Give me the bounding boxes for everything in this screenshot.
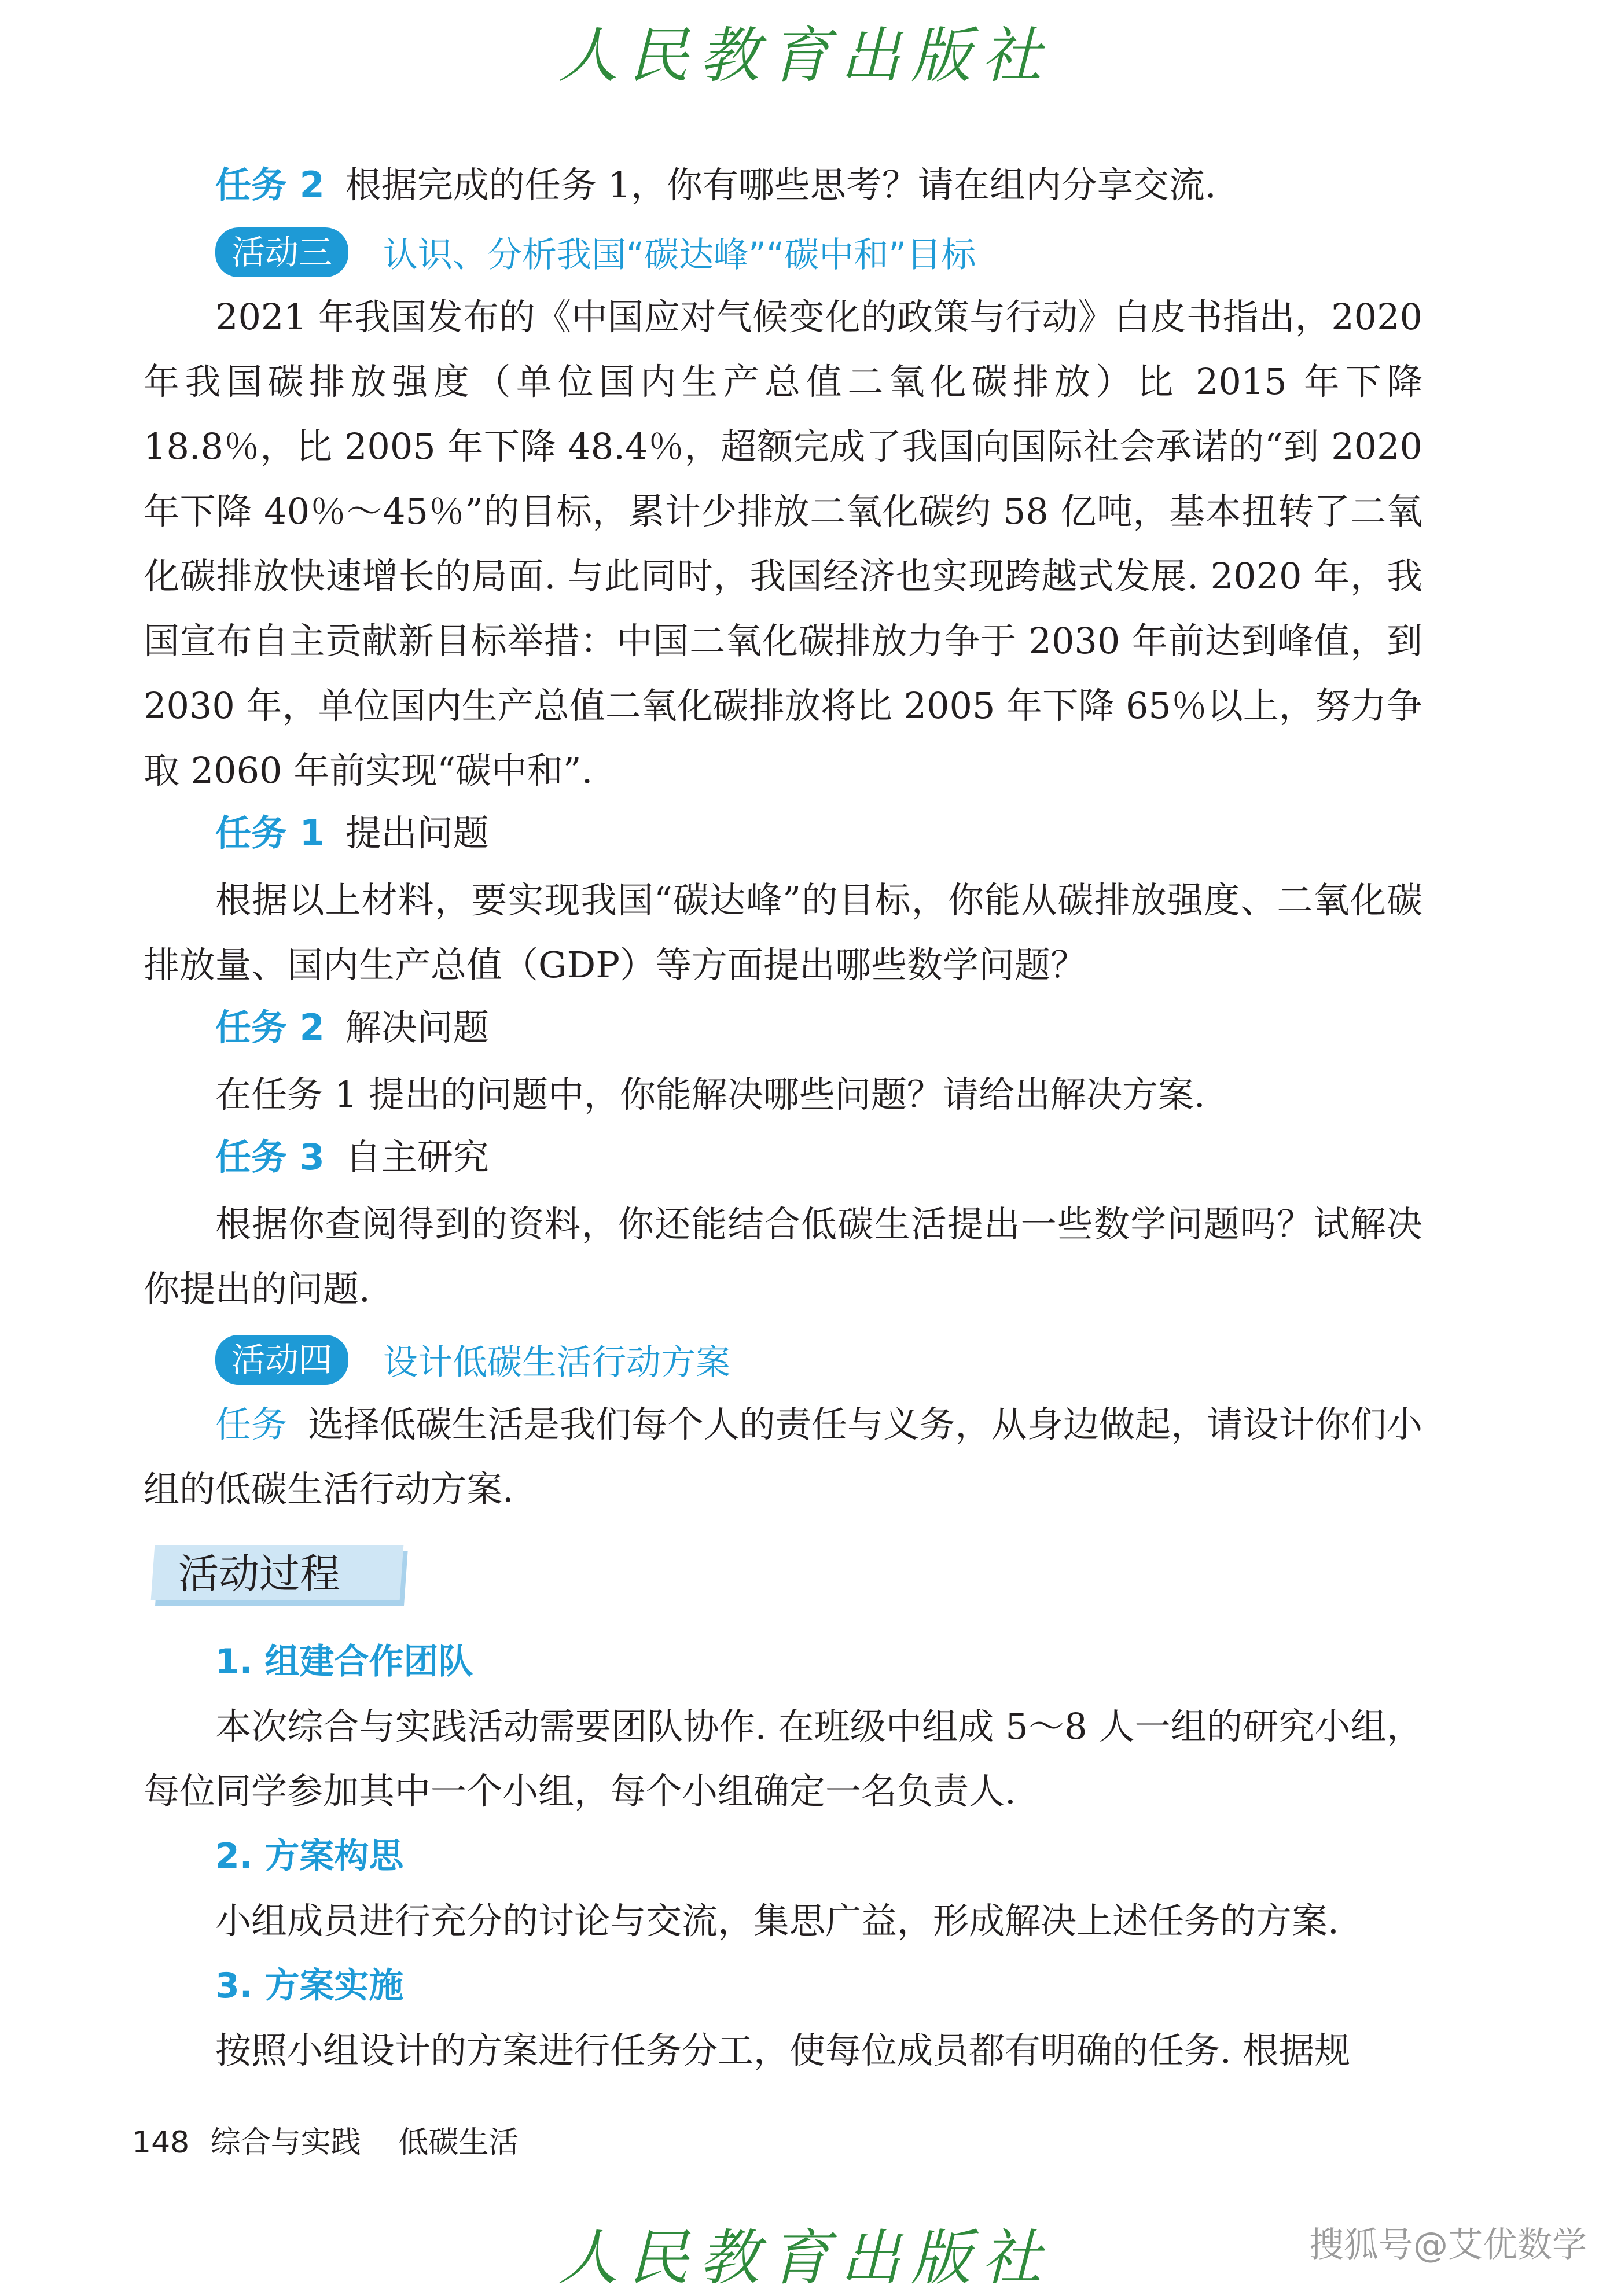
task-label: 任务 2: [215, 164, 325, 206]
step2-paragraph: 小组成员进行充分的讨论与交流，集思广益，形成解决上述任务的方案.: [215, 1900, 1339, 1942]
section-title: 活动过程: [178, 1550, 340, 1598]
page-footer: [132, 2118, 546, 2161]
activity-title: 认识、分析我国“碳达峰”“碳中和”目标: [383, 235, 976, 275]
task-final-paragraph: [144, 1392, 1422, 1522]
section-heading: [144, 1529, 1422, 1616]
activity4-heading: [144, 1327, 1422, 1392]
activity-title: 设计低碳生活行动方案: [383, 1342, 731, 1383]
task-text: 解决问题: [345, 1006, 489, 1048]
task-text: 根据完成的任务 1，你有哪些思考？请在组内分享交流.: [345, 164, 1216, 206]
activity-badge: 活动四: [215, 1335, 348, 1385]
task-label: 任务 2: [215, 1006, 325, 1048]
task-label: 任务 1: [215, 812, 325, 854]
footer-section: 综合与实践: [210, 2125, 361, 2160]
task3-line: [144, 1127, 1422, 1192]
step1-paragraph: 本次综合与实践活动需要团队协作. 在班级中组成 5～8 人一组的研究小组，每位同学参加其中一个小组，每个小组确定一名负责人.: [144, 1705, 1422, 1812]
step3-title: 3. 方案实施: [215, 1966, 404, 2006]
task2-b-line: [144, 998, 1422, 1062]
activity-badge: 活动三: [215, 227, 348, 277]
task-text: 提出问题: [345, 812, 489, 854]
watermark: 搜狐号@艾优数学: [1309, 2225, 1587, 2265]
task-text: 选择低碳生活是我们每个人的责任与义务，从身边做起，请设计你们小组的低碳生活行动方案.: [144, 1403, 1422, 1510]
footer-topic: 低碳生活: [398, 2125, 519, 2160]
page-number: 148: [132, 2125, 190, 2160]
task1-line: [144, 803, 1422, 868]
task1-paragraph: 根据以上材料，要实现我国“碳达峰”的目标，你能从碳排放强度、二氧化碳排放量、国内生产总值（GDP）等方面提出哪些数学问题？: [144, 879, 1422, 986]
step2-title: 2. 方案构思: [215, 1836, 404, 1876]
task-label: 任务: [215, 1403, 288, 1445]
page-content: [144, 155, 1422, 2083]
step3-paragraph: 按照小组设计的方案进行任务分工，使每位成员都有明确的任务. 根据规: [215, 2029, 1351, 2071]
task2-paragraph: 在任务 1 提出的问题中，你能解决哪些问题？请给出解决方案.: [215, 1073, 1205, 1116]
policy-paragraph: 2021 年我国发布的《中国应对气候变化的政策与行动》白皮书指出，2020 年我国碳排放强度（单位国内生产总值二氧化碳排放）比 2015 年下降 18.8％，比 2005 年下降 48.4％，超额完成了我国向国际社会承诺的“到 2020 年下降 40％～45％”的目标，累计少排放二氧化碳约 58 亿吨，基本扭转了二氧化碳排放快速增长的局面. 与此同时，我国经济也实现跨越式发展. 2020 年，我国宣布自主贡献新目标举措：中国二氧化碳排放力争于 2030 年前达到峰值，到 2030 年，单位国内生产总值二氧化碳排放将比 2005 年下降 65％以上，努力争取 2060 年前实现“碳中和”.: [144, 296, 1422, 792]
task-label: 任务 3: [215, 1136, 325, 1178]
task2-a-line: [144, 155, 1422, 220]
step1-title: 1. 组建合作团队: [215, 1642, 473, 1682]
task3-paragraph: 根据你查阅得到的资料，你还能结合低碳生活提出一些数学问题吗？试解决你提出的问题.: [144, 1203, 1422, 1310]
publisher-logo-bottom: 人民教育出版社: [557, 2223, 1053, 2293]
activity3-heading: [144, 220, 1422, 285]
task-text: 自主研究: [345, 1136, 489, 1178]
publisher-logo-top: 人民教育出版社: [557, 20, 1053, 91]
